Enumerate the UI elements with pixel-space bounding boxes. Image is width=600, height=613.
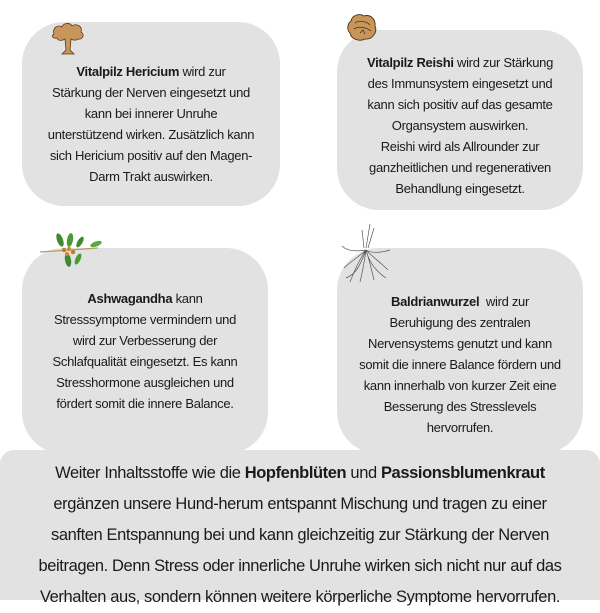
valerian-root-icon	[340, 222, 392, 284]
card-title: Vitalpilz Reishi	[366, 54, 454, 70]
highlight-passionsblumenkraut: Passionsblumenkraut	[380, 464, 545, 482]
bottom-info-panel: Weiter Inhaltsstoffe wie die Hopfenblüten und Passionsblumenkraut ergänzen unsere Hund-herum entspannt Mischung und tragen zu einer sanften Entspannung bei und kann gleichzeitig zur Stärkung der Nerven beitragen. Denn Stress oder innerliche Unruhe wirken sich nicht nur auf das Verhalten aus, sondern können weitere körperliche Symptome hervorrufen.	[0, 450, 600, 600]
card-hericium: Vitalpilz Hericium wird zur Stärkung der Nerven eingesetzt und kann bei innerer Unruhe unterstützend wirken. Zusätzlich kann sich Hericium positiv auf den Magen- Darm Trakt auswirken.	[22, 22, 280, 206]
card-title: Vitalpilz Hericium	[76, 64, 180, 79]
card-ashwagandha: Ashwagandha kann Stresssymptome vermindern und wird zur Verbesserung der Schlafqualität eingesetzt. Es kann Stresshormone ausgleichen und fördert somit die innere Balance.	[22, 248, 268, 454]
mushroom-reishi-icon	[346, 13, 378, 43]
highlight-hopfenblueten: Hopfenblüten	[244, 464, 347, 482]
ashwagandha-plant-icon	[38, 232, 110, 268]
mushroom-hericium-icon	[50, 22, 86, 56]
card-baldrian: Baldrianwurzel wird zur Beruhigung des zentralen Nervensystems genutzt und kann somit die innere Balance fördern und kann innerhalb von kurzer Zeit eine Besserung des Stresslevels hervorrufen.	[337, 248, 583, 454]
card-title: Ashwagandha	[87, 291, 173, 306]
card-title: Baldrianwurzel	[390, 293, 480, 309]
card-reishi: Vitalpilz Reishi wird zur Stärkung des Immunsystem eingesetzt und kann sich positiv auf das gesamte Organsystem auswirken. Reishi wird als Allrounder zur ganzheitlichen und regenerativen Behandlung eingesetzt.	[337, 30, 583, 210]
